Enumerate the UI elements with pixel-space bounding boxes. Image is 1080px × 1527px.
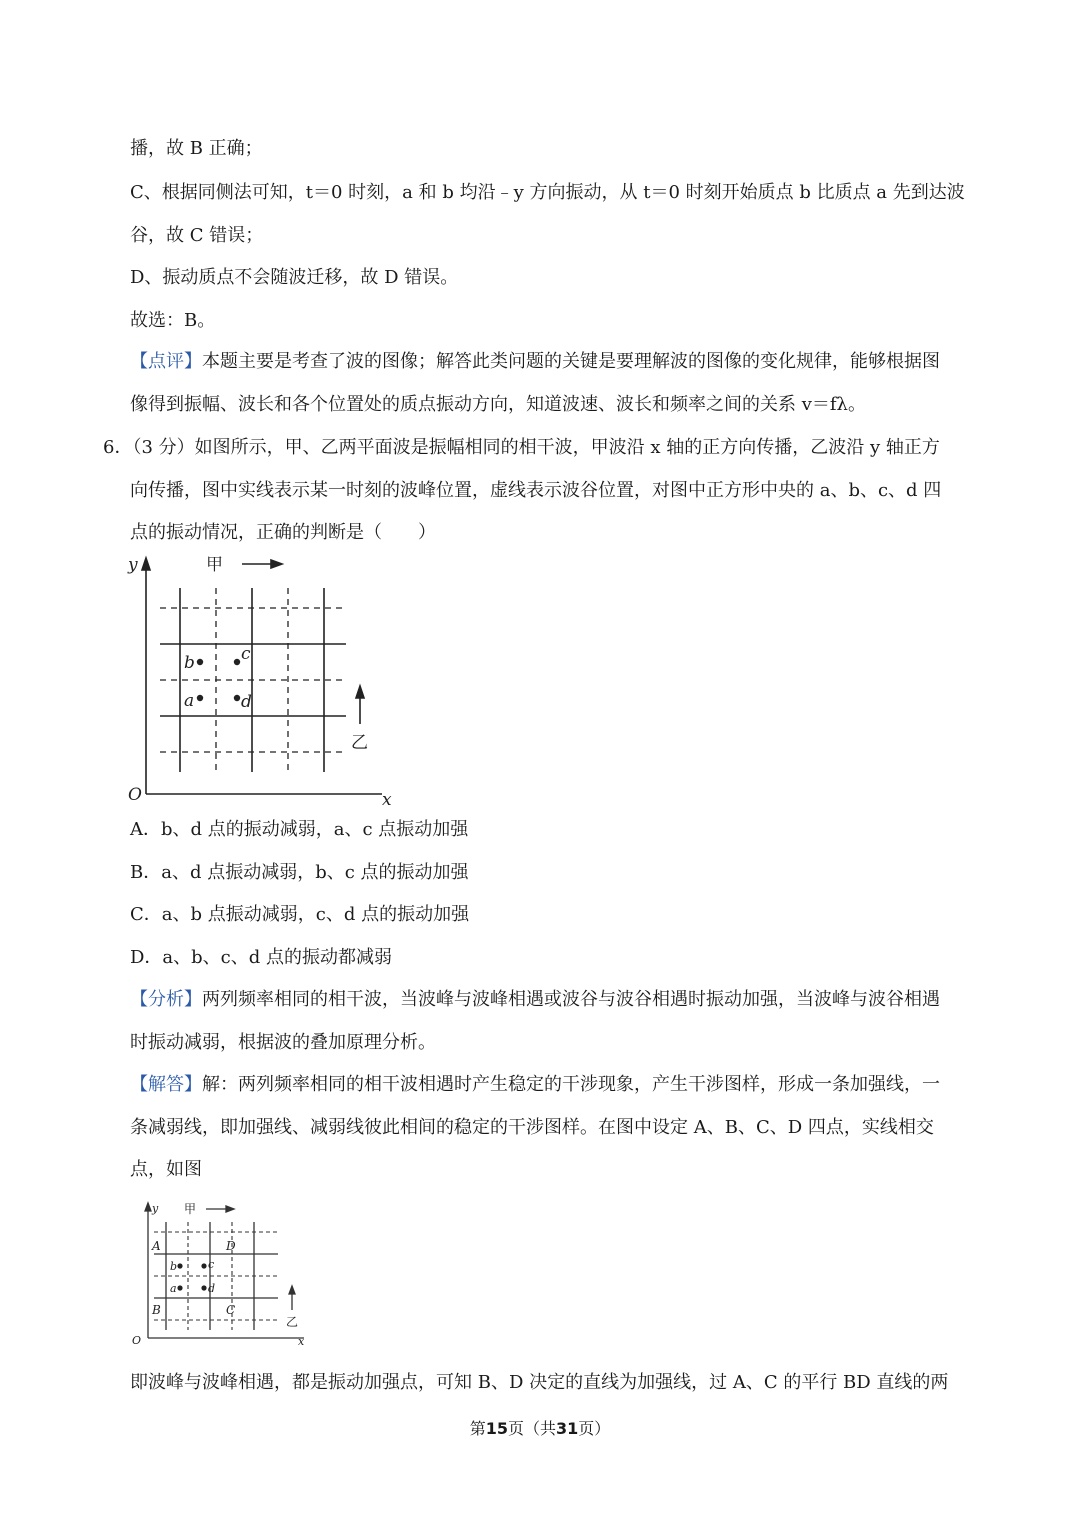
comment-tag: 【点评】	[130, 351, 202, 372]
analysis-line	[130, 988, 940, 1012]
x-axis-label: x	[298, 1335, 305, 1346]
text-line: 时振动减弱，根据波的叠加原理分析。	[130, 1032, 436, 1053]
wave-yi-label: 乙	[351, 733, 368, 753]
page-total: 31	[556, 1419, 579, 1438]
text-line: 故选：B。	[130, 310, 216, 331]
origin-label: O	[128, 785, 142, 805]
analysis-tag: 【分析】	[130, 989, 202, 1010]
point-a-label: a	[184, 691, 195, 711]
text-line: 谷，故 C 错误；	[130, 225, 264, 246]
text-line: 即波峰与波峰相遇，都是振动加强点，可知 B、D 决定的直线为加强线，过 A、C 的平行 BD 直线的两	[130, 1372, 949, 1393]
text-line: 条减弱线，即加强线、减弱线彼此相间的稳定的干涉图样。在图中设定 A、B、C、D 四点，实线相交	[130, 1117, 934, 1138]
text-line: 点，如图	[130, 1159, 202, 1180]
point-a-label: a	[170, 1282, 177, 1295]
y-axis-label: y	[128, 555, 138, 575]
y-axis-label: y	[152, 1202, 159, 1215]
wave-interference-figure	[120, 548, 400, 818]
text-line: C、根据同侧法可知，t＝0 时刻，a 和 b 均沿﹣y 方向振动，从 t＝0 时刻开始质点 b 比质点 a 先到达波	[130, 182, 965, 203]
origin-label: O	[132, 1334, 142, 1346]
wave-yi-label: 乙	[286, 1315, 299, 1329]
point-B-label: B	[152, 1303, 161, 1317]
x-axis-label: x	[382, 790, 392, 810]
footer-middle: 页（共	[507, 1419, 556, 1438]
wave-jia-label: 甲	[184, 1202, 197, 1216]
text-line: 点的振动情况，正确的判断是（ ）	[130, 522, 436, 543]
wave-jia-label: 甲	[206, 555, 223, 575]
text-line: D、振动质点不会随波迁移，故 D 错误。	[130, 267, 459, 288]
point-A-label: A	[152, 1239, 161, 1253]
option-a: A．b、d 点的振动减弱，a、c 点振动加强	[130, 819, 469, 840]
point-d-label: d	[241, 692, 252, 712]
wave-interference-figure-annotated	[128, 1198, 318, 1346]
page-number: 15	[485, 1419, 508, 1438]
option-d: D．a、b、c、d 点的振动都减弱	[130, 947, 393, 968]
point-D-label: D	[226, 1239, 236, 1253]
option-c: C．a、b 点振动减弱，c、d 点的振动加强	[130, 904, 470, 925]
point-C-label: C	[226, 1303, 236, 1317]
comment-line	[130, 350, 940, 374]
page-footer	[0, 1416, 1080, 1439]
point-b-label: b	[184, 653, 195, 673]
text-line: 向传播，图中实线表示某一时刻的波峰位置，虚线表示波谷位置，对图中正方形中央的 a、b、c、d 四	[130, 480, 942, 501]
comment-text: 本题主要是考查了波的图像；解答此类问题的关键是要理解波的图像的变化规律，能够根据图	[202, 351, 940, 372]
point-d-label: d	[208, 1282, 216, 1295]
answer-line	[130, 1073, 940, 1097]
point-c-label: c	[241, 644, 251, 664]
footer-prefix: 第	[469, 1419, 486, 1438]
question-6-line: 6．（3 分）如图所示，甲、乙两平面波是振幅相同的相干波，甲波沿 x 轴的正方向传播，乙波沿 y 轴正方	[103, 437, 940, 458]
footer-suffix: 页）	[578, 1419, 611, 1438]
text-line: 像得到振幅、波长和各个位置处的质点振动方向，知道波速、波长和频率之间的关系 v＝fλ。	[130, 394, 866, 415]
option-b: B．a、d 点振动减弱，b、c 点的振动加强	[130, 862, 469, 883]
answer-tag: 【解答】	[130, 1074, 202, 1095]
point-c-label: c	[208, 1258, 215, 1271]
answer-text: 解：两列频率相同的相干波相遇时产生稳定的干涉现象，产生干涉图样，形成一条加强线，一	[202, 1074, 940, 1095]
point-b-label: b	[170, 1260, 178, 1273]
analysis-text: 两列频率相同的相干波，当波峰与波峰相遇或波谷与波谷相遇时振动加强，当波峰与波谷相遇	[202, 989, 940, 1010]
text-line: 播，故 B 正确；	[130, 138, 263, 159]
